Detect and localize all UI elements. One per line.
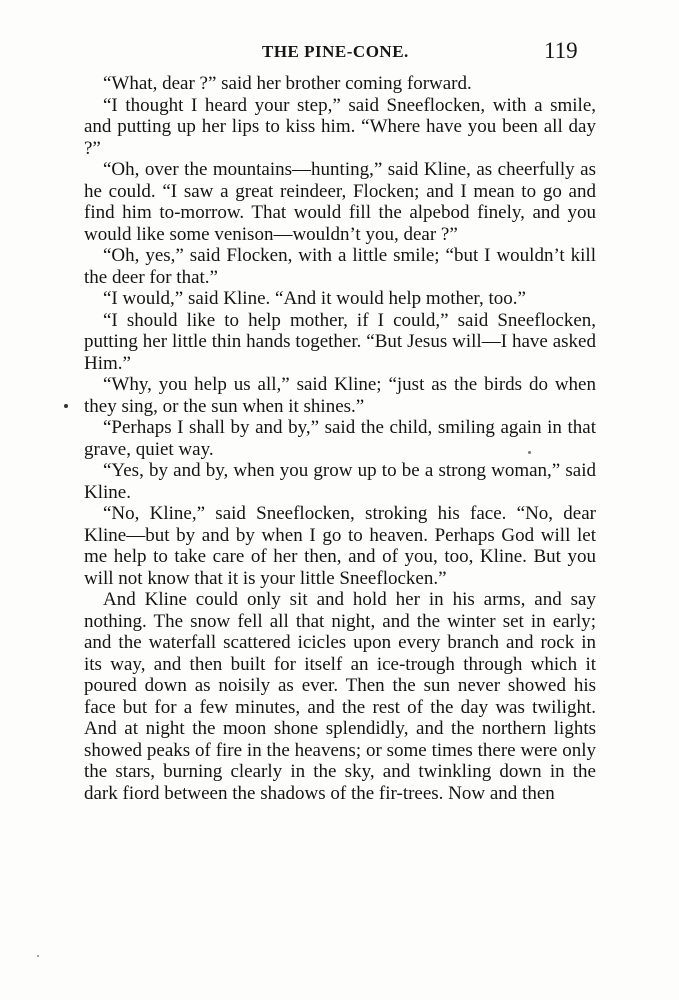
paragraph: And Kline could only sit and hold her in his arms, and say nothing. The snow fell all that night, and the winter set in early; and the waterfall scattered icicles upon every branch and rock in its way, and then built for itself an ice-trough through which it poured down as noisily as ever. Then the sun never showed his face but for a few minutes, and the rest of the day was twilight. And at night the moon shone splendidly, and the northern lights showed peaks of fire in the heavens; or some times there were only the stars, burning clearly in the sky, and twinkling down in the dark fiord between the shadows of the fir-trees. Now and then <box>84 589 596 804</box>
running-head <box>0 38 679 68</box>
paragraph: “I thought I heard your step,” said Sneeflocken, with a smile, and putting up her lips to kiss him. “Where have you been all day ?” <box>84 94 596 159</box>
print-speck <box>64 404 68 408</box>
paragraph: “Yes, by and by, when you grow up to be a strong woman,” said Kline. <box>84 460 596 503</box>
paragraph: “Why, you help us all,” said Kline; “just as the birds do when they sing, or the sun when it shines.” <box>84 374 596 417</box>
page-number: 119 <box>544 38 578 63</box>
paragraph: “Oh, yes,” said Flocken, with a little smile; “but I wouldn’t kill the deer for that.” <box>84 245 596 288</box>
print-speck <box>37 955 39 957</box>
running-title: THE PINE-CONE. <box>262 42 409 61</box>
print-speck <box>528 451 531 454</box>
paragraph: “I should like to help mother, if I could,” said Sneeflocken, putting her little thin hands together. “But Jesus will—I have asked Him.” <box>84 309 596 374</box>
paragraph: “Oh, over the mountains—hunting,” said Kline, as cheerfully as he could. “I saw a great reindeer, Flocken; and I mean to go and find him to-morrow. That would fill the alpebod finely, and you would like some venison—wouldn’t you, dear ?” <box>84 159 596 245</box>
paragraph: “No, Kline,” said Sneeflocken, stroking his face. “No, dear Kline—but by and by when I go to heaven. Perhaps God will let me help to take care of her then, and of you, too, Kline. But you will not know that it is your little Sneeflocken.” <box>84 503 596 589</box>
paragraph: “I would,” said Kline. “And it would help mother, too.” <box>103 288 526 309</box>
body-text <box>84 73 596 804</box>
paragraph: “What, dear ?” said her brother coming forward. <box>103 73 472 94</box>
paragraph: “Perhaps I shall by and by,” said the child, smiling again in that grave, quiet way. <box>84 417 596 460</box>
